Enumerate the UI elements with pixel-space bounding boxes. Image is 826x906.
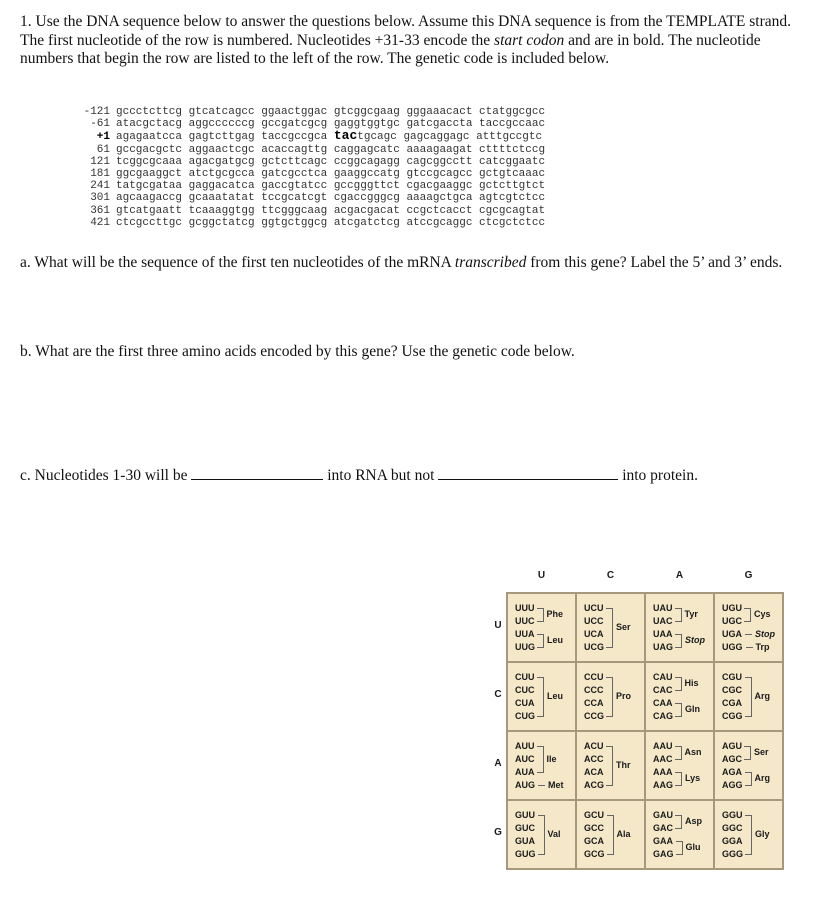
codon: GCC: [584, 822, 604, 833]
codon: UUU: [515, 602, 535, 613]
amino-acid: Trp: [755, 641, 770, 652]
codon: GUG: [515, 848, 536, 859]
codon-list: [653, 809, 673, 835]
codon: UGA: [722, 628, 742, 639]
codon: CUC: [515, 684, 535, 695]
codon-group: [722, 671, 779, 723]
question-c: [20, 465, 800, 486]
codon: AGA: [722, 766, 742, 777]
bracket: [538, 815, 545, 855]
amino-acid: Phe: [546, 609, 564, 619]
row-number: 241: [90, 180, 110, 193]
codon-cell: [507, 800, 576, 869]
amino-acid: Lys: [685, 773, 701, 783]
dash: [746, 647, 753, 648]
codon: GGA: [722, 835, 743, 846]
sequence-row: [80, 180, 545, 192]
amino-acid: Glu: [685, 842, 701, 852]
codon-group: [515, 740, 572, 779]
codon: ACC: [584, 753, 604, 764]
codon-list: [722, 641, 743, 654]
sequence-row: [80, 144, 545, 156]
codon-cell: [645, 662, 714, 731]
bracket: [745, 772, 752, 786]
bracket: [537, 746, 544, 773]
codon: CAC: [653, 684, 673, 695]
bracket: [744, 746, 751, 760]
amino-acid: Ala: [616, 829, 631, 839]
codon-group: [653, 835, 710, 861]
codon-list: [653, 602, 673, 628]
question-1: [20, 13, 800, 69]
codon: AAA: [653, 766, 673, 777]
bracket: [606, 746, 613, 786]
codon-group: [584, 602, 641, 654]
codon: UUA: [515, 628, 535, 639]
question-b: [20, 343, 800, 362]
codon: UCU: [584, 602, 604, 613]
codon: AAG: [653, 779, 673, 790]
codon: UAU: [653, 602, 673, 613]
sequence-text: tatgcgataa gaggacatca gaccgtatcc gccgggttct cgacgaaggc gctcttgtct: [116, 180, 546, 193]
codon-list: [653, 671, 673, 697]
codon-cell: [714, 593, 783, 662]
codon-list: [722, 766, 743, 792]
row-number: 181: [90, 168, 110, 181]
codon-list: [722, 602, 742, 628]
codon: AGG: [722, 779, 743, 790]
codon-group: [584, 671, 641, 723]
codon: AUC: [515, 753, 535, 764]
codon-list: [584, 809, 605, 861]
codon: UUC: [515, 615, 535, 626]
codon-group: [584, 740, 641, 792]
codon-group: [515, 671, 572, 723]
codon-cell: [576, 662, 645, 731]
column-header-C: C: [606, 570, 615, 581]
amino-acid: Stop: [755, 628, 775, 639]
codon: GUA: [515, 835, 535, 846]
codon-list: [653, 697, 673, 723]
bracket: [675, 815, 682, 829]
amino-acid: Met: [548, 779, 564, 790]
codon-list: [653, 766, 673, 792]
bracket: [606, 677, 613, 717]
codon-list: [584, 740, 604, 792]
row-header-U: U: [494, 620, 502, 631]
row-header-C: C: [494, 689, 502, 700]
question-a: [20, 254, 800, 273]
codon: CAU: [653, 671, 673, 682]
amino-acid: Thr: [616, 760, 631, 770]
dash: [745, 634, 752, 635]
question-1-text-end: and are in bold. The nucleotide numbers that begin the row are listed to the left of the row. The genetic code is included below.: [20, 31, 761, 67]
row-number: -61: [90, 118, 110, 131]
codon-list: [653, 628, 673, 654]
codon-group: [653, 766, 710, 792]
codon-list: [722, 809, 743, 861]
bracket: [537, 677, 544, 717]
codon-group: [722, 641, 779, 654]
codon: AAU: [653, 740, 673, 751]
sequence-text: atacgctacg aggccccccg gccgatcgcg gaggtggtgc gatcgaccta taccgccaac: [116, 118, 546, 131]
sequence-text: tcggcgcaaa agacgatgcg gctcttcagc ccggcagagg cagcggcctt catcggaatc: [116, 155, 546, 168]
codon-list: [515, 602, 535, 628]
codon-cell: [507, 731, 576, 800]
amino-acid: Asn: [684, 747, 702, 757]
codon: GCA: [584, 835, 604, 846]
codon: CGC: [722, 684, 742, 695]
codon: UAC: [653, 615, 673, 626]
sequence-row: [80, 168, 545, 180]
sequence-row: [80, 106, 545, 118]
sequence-text: tgcagc gagcaggagc atttgccgtc: [357, 131, 543, 144]
row-number: -121: [83, 106, 110, 118]
codon: UGU: [722, 602, 742, 613]
row-number: +1: [96, 131, 110, 144]
codon-group: [515, 779, 572, 792]
codon: UCA: [584, 628, 604, 639]
amino-acid: Gly: [755, 829, 770, 839]
codon: CAG: [653, 710, 673, 721]
codon-cell: [576, 593, 645, 662]
bracket: [675, 772, 682, 786]
bracket: [537, 608, 544, 622]
answer-blank-1[interactable]: [191, 465, 323, 480]
codon-grid: [506, 592, 784, 870]
amino-acid: Asp: [685, 816, 703, 826]
codon: CUA: [515, 697, 535, 708]
codon: GGU: [722, 809, 743, 820]
codon-group: [722, 766, 779, 792]
codon: UAG: [653, 641, 673, 652]
codon-group: [722, 809, 779, 861]
codon-list: [722, 628, 742, 641]
sequence-text: gccctcttcg gtcatcagcc ggaactggac gtcggcgaag gggaaacact ctatggcgcc: [116, 106, 546, 118]
codon: ACA: [584, 766, 604, 777]
amino-acid: Gln: [685, 704, 700, 714]
bracket: [675, 608, 682, 622]
question-c-text-2: into RNA but not: [327, 467, 435, 484]
codon-list: [515, 809, 536, 861]
codon-cell: [645, 731, 714, 800]
bracket: [745, 815, 752, 855]
row-number: 361: [90, 204, 110, 217]
codon: CCC: [584, 684, 604, 695]
codon-list: [653, 835, 674, 861]
codon-cell: [507, 593, 576, 662]
codon: UGG: [722, 641, 743, 652]
codon: UUG: [515, 641, 535, 652]
amino-acid: Ser: [616, 622, 631, 632]
codon-list: [722, 671, 743, 723]
codon: AAC: [653, 753, 673, 764]
codon: ACG: [584, 779, 604, 790]
codon-list: [515, 671, 535, 723]
codon: UCG: [584, 641, 604, 652]
codon-list: [515, 628, 535, 654]
sequence-row: [80, 156, 545, 168]
codon-cell: [645, 800, 714, 869]
codon-list: [515, 779, 535, 792]
amino-acid: Arg: [754, 691, 771, 701]
question-a-text: a. What will be the sequence of the first ten nucleotides of the mRNA: [20, 254, 452, 271]
codon: GUU: [515, 809, 535, 820]
bracket: [675, 677, 682, 691]
dash: [538, 785, 545, 786]
amino-acid: Cys: [754, 609, 771, 619]
dna-sequence-block: [80, 106, 545, 229]
amino-acid: Ile: [546, 753, 557, 764]
codon: ACU: [584, 740, 604, 751]
codon-cell: [714, 800, 783, 869]
codon: AUG: [515, 779, 535, 790]
codon: GAG: [653, 848, 674, 859]
codon: CGA: [722, 697, 742, 708]
amino-acid: Tyr: [684, 609, 698, 619]
row-number: 301: [90, 192, 110, 205]
codon: CCG: [584, 710, 604, 721]
bracket: [606, 608, 613, 648]
amino-acid: His: [684, 678, 699, 688]
codon: UAA: [653, 628, 673, 639]
codon-group: [515, 809, 572, 861]
codon: GAC: [653, 822, 673, 833]
codon: CGU: [722, 671, 742, 682]
question-b-text: b. What are the first three amino acids encoded by this gene? Use the genetic code below.: [20, 343, 575, 360]
question-c-text-3: into protein.: [622, 467, 698, 484]
codon-group: [653, 671, 710, 697]
codon-list: [653, 740, 673, 766]
bracket: [745, 677, 752, 717]
answer-blank-2[interactable]: [438, 465, 618, 480]
codon: CUG: [515, 710, 535, 721]
codon: CGG: [722, 710, 743, 721]
sequence-text: agagaatcca gagtcttgag taccgccgca: [116, 131, 334, 144]
sequence-text: agcaagaccg gcaaatatat tccgcatcgt cgaccgggcg aaaagctgca agtcgtctcc: [116, 192, 546, 205]
row-number: 61: [96, 143, 110, 156]
codon: CCU: [584, 671, 604, 682]
column-header-U: U: [537, 570, 546, 581]
amino-acid: Leu: [547, 691, 564, 701]
amino-acid: Arg: [754, 773, 771, 783]
amino-acid: Ser: [754, 747, 769, 757]
codon-cell: [576, 731, 645, 800]
codon: AGC: [722, 753, 742, 764]
codon-group: [653, 628, 710, 654]
codon: GCU: [584, 809, 604, 820]
bracket: [607, 815, 614, 855]
codon-list: [515, 740, 535, 779]
codon: CAA: [653, 697, 673, 708]
sequence-text: ggcgaaggct atctgcgcca gatcgcctca gaaggccatg gtccgcagcc gctgtcaaac: [116, 168, 546, 181]
row-number: 121: [90, 155, 110, 168]
sequence-text: gccgacgctc aggaactcgc acaccagttg caggagcatc aaaagaagat cttttctccg: [116, 143, 546, 156]
sequence-text: gtcatgaatt tcaaaggtgg ttcgggcaag acgacgacat ccgctcacct cgcgcagtat: [116, 204, 546, 217]
amino-acid: Val: [547, 829, 561, 839]
row-header-G: G: [494, 827, 502, 838]
codon-list: [722, 740, 742, 766]
codon-group: [722, 628, 779, 641]
codon-group: [653, 740, 710, 766]
bracket: [537, 634, 544, 648]
codon: GUC: [515, 822, 535, 833]
codon-cell: [714, 662, 783, 731]
amino-acid: Pro: [616, 691, 632, 701]
start-codon: tac: [333, 128, 358, 144]
column-header-G: G: [744, 570, 753, 581]
codon: UGC: [722, 615, 742, 626]
question-c-text-1: c. Nucleotides 1-30 will be: [20, 467, 188, 484]
sequence-text: ctcgccttgc gcggctatcg ggtgctggcg atcgatctcg atccgcaggc ctcgctctcc: [116, 216, 546, 229]
codon: AUU: [515, 740, 535, 751]
codon: GGG: [722, 848, 744, 859]
bracket: [675, 746, 682, 760]
bracket: [675, 703, 682, 717]
codon-group: [722, 602, 779, 628]
codon: UCC: [584, 615, 604, 626]
amino-acid: Stop: [685, 635, 705, 645]
codon-cell: [714, 731, 783, 800]
question-a-text-end: from this gene? Label the 5’ and 3’ ends.: [530, 254, 783, 271]
bracket: [744, 608, 751, 622]
sequence-row: [80, 217, 545, 229]
question-1-text: 1. Use the DNA sequence below to answer the questions below. Assume this DNA sequence is from the TEMPLATE strand. The first nucleotide of the row is numbered. Nucleotides +31-33 encode the: [20, 13, 791, 49]
codon-cell: [576, 800, 645, 869]
sequence-row: [80, 205, 545, 217]
codon: GAU: [653, 809, 673, 820]
codon: GGC: [722, 822, 743, 833]
codon: GCG: [584, 848, 605, 859]
codon: GAA: [653, 835, 673, 846]
codon: CCA: [584, 697, 604, 708]
sequence-row: [80, 192, 545, 204]
bracket: [675, 634, 682, 648]
codon: AUA: [515, 766, 535, 777]
codon-group: [515, 602, 572, 628]
row-number: 421: [90, 216, 110, 229]
row-header-A: A: [494, 758, 502, 769]
bracket: [676, 841, 683, 855]
codon-group: [653, 602, 710, 628]
codon-group: [515, 628, 572, 654]
sequence-row: [80, 130, 545, 143]
sequence-row: [80, 118, 545, 130]
codon: CUU: [515, 671, 535, 682]
codon-cell: [645, 593, 714, 662]
codon-group: [722, 740, 779, 766]
codon-group: [584, 809, 641, 861]
question-a-emphasis: transcribed: [454, 254, 527, 271]
codon-group: [653, 809, 710, 835]
codon-list: [584, 602, 604, 654]
codon-group: [653, 697, 710, 723]
codon-cell: [507, 662, 576, 731]
codon-list: [584, 671, 604, 723]
codon: AGU: [722, 740, 742, 751]
amino-acid: Leu: [547, 635, 564, 645]
column-header-A: A: [675, 570, 684, 581]
question-1-emphasis: start codon: [494, 31, 565, 49]
